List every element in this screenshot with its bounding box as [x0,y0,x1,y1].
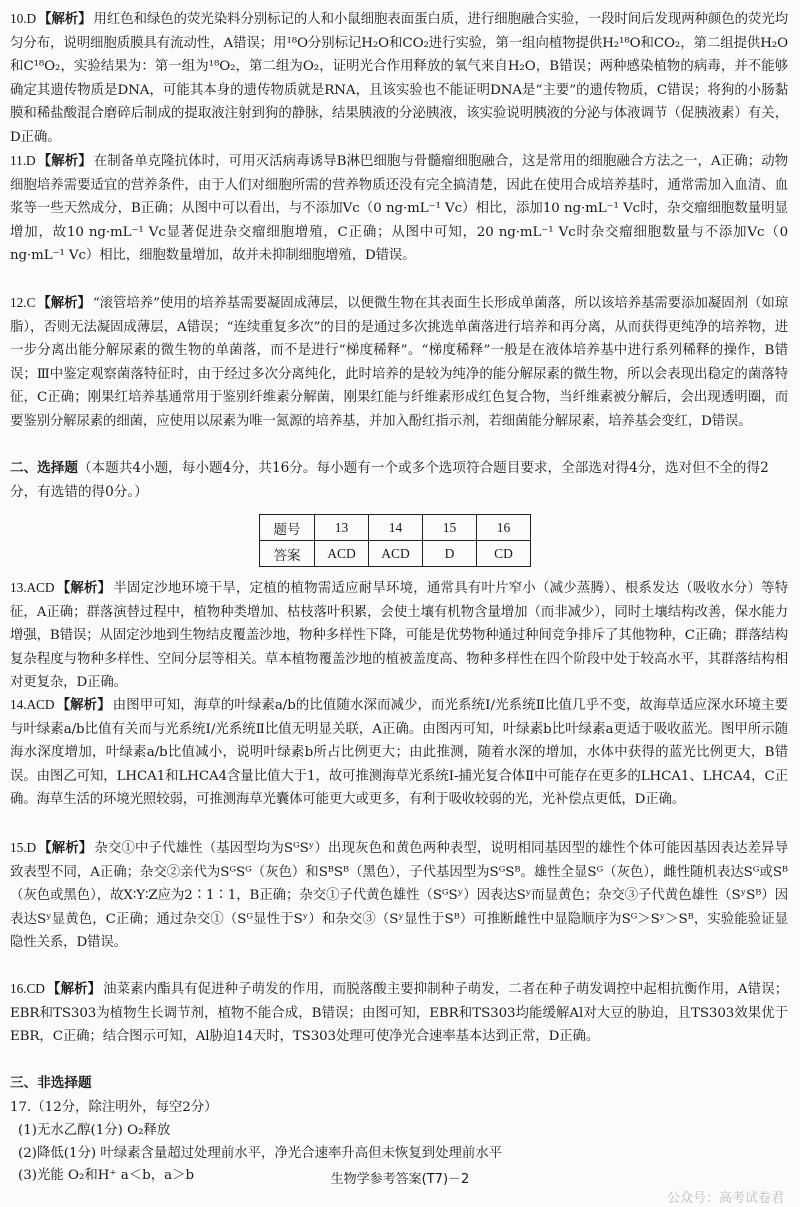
table-row [260,515,531,541]
item-number: 10.D [10,11,37,26]
q17-answer-3: (3)光能 O₂和H⁺ a＜b，a＞b [18,1168,195,1183]
analysis-tag: 【解析】 [38,841,93,856]
item-text: 在制备单克隆抗体时，可用灭活病毒诱导B淋巴细胞与骨髓瘤细胞融合，这是常用的细胞融合方法之一，A正确；动物细胞培养需要适宜的营养条件，由于人们对细胞所需的营养物质还没有完全搞清楚，因此在使用合成培养基时，通常需加入血清、血浆等一些天然成分，B正确；从图中可以看出，与不添加Vc（0 ng·mL⁻¹ Vc）相比，添加10 ng·mL⁻¹ Vc时，杂交瘤细胞数量明显增加，故10 ng·mL⁻¹ Vc显著促进杂交瘤细胞增殖，C正确；从图中可知，20 ng·mL⁻¹ Vc时杂交瘤细胞数量与不添加Vc（0 ng·mL⁻¹ Vc）相比，细胞数量增加，故并未抑制细胞增殖，D错误。 [10,154,788,264]
item-number: 14.ACD [10,697,55,712]
item-text: 半固定沙地环境干旱，定植的植物需适应耐旱环境，通常具有叶片窄小（减少蒸腾）、根系发达（吸收水分）等特征，A正确；群落演替过程中，植物种类增加、枯枝落叶积累，会使土壤有机物含量增加（而非减少），同时土壤结构改善，保水能力增强，B错误；从固定沙地到生物结皮覆盖沙地，物种多样性下降，可能是优势物种通过种间竞争排斥了其他物种，C正确；群落结构复杂程度与物种多样性、空间分层等相关。草本植物覆盖沙地的植被盖度高、物种多样性在四个阶段中处于较高水平，其群落结构相对更复杂，D正确。 [10,581,788,691]
table-cell: 15 [423,515,477,541]
page-footer: 生物学参考答案(T7)－2 [330,1172,470,1187]
q17-header: 17.（12分，除注明外，每空2分） [10,1100,218,1115]
item-number: 13.ACD [10,580,55,595]
table-cell: 14 [369,515,423,541]
table-cell: ACD [315,541,369,567]
table-cell: 13 [315,515,369,541]
watermark-text: 公众号：高考试卷君 [666,1191,784,1206]
item-number: 16.CD [10,981,45,996]
item-text: 杂交①中子代雄性（基因型均为SᴳSʸ）出现灰色和黄色两种表型，说明相同基因型的雄性个体可能因基因表达差异导致表型不同，A正确；杂交②亲代为SᴳSᴳ（灰色）和SᴮSᴮ（黑色），子代基因型为SᴳSᴮ。雄性全显Sᴳ（灰色），雌性随机表达Sᴳ或Sᴮ（灰色或黑色），故X∶Y∶Z应为2∶1∶1，B正确；杂交①子代黄色雄性（SᴳSʸ）因表达Sʸ而显黄色；杂交③子代黄色雄性（SʸSᴮ）因表达Sʸ显黄色，C正确；通过杂交①（Sᴳ显性于Sʸ）和杂交③（Sʸ显性于Sᴮ）可推断雌性中显隐顺序为Sᴳ＞Sʸ＞Sᴮ，实验能验证显隐性关系，D错误。 [10,841,788,951]
analysis-tag: 【解析】 [56,581,112,596]
answer-item-14 [10,693,788,812]
item-text: 由图甲可知，海草的叶绿素a/b的比值随水深而减少，而光系统Ⅰ/光系统Ⅱ比值几乎不变，故海草适应深水环境主要与叶绿素a/b比值有关而与光系统Ⅰ/光系统Ⅱ比值无明显关联，A正确。由图丙可知，叶绿素b比叶绿素a更适于吸收蓝光。图甲所示随海水深度增加，叶绿素a/b比值减小，说明叶绿素b所占比例更大；由此推测，随着水深的增加，水体中获得的蓝光比例更大，B错误。由图乙可知，LHCA1和LHCA4含量比值大于1，故可推测海草光系统Ⅰ-捕光复合体Ⅱ中可能存在更多的LHCA1、LHCA4，C正确。海草生活的环境光照较弱，可推测海草光囊体可能更大或更多，有利于吸收较弱的光，光补偿点更低，D正确。 [10,698,788,808]
analysis-tag: 【解析】 [37,154,92,169]
answer-item-11 [10,149,788,268]
analysis-tag: 【解析】 [46,982,102,997]
section-three-heading [10,1072,788,1096]
item-number: 11.D [10,153,36,168]
q17-answer-2: (2)降低(1分) 叶绿素含量超过处理前水平，净光合速率升高但未恢复到处理前水平 [18,1146,503,1161]
answer-item-15 [10,836,788,955]
table-cell: CD [477,541,531,567]
item-number: 15.D [10,840,37,855]
answer-item-12 [10,291,788,434]
answer-item-16 [10,977,788,1049]
item-text: 用红色和绿色的荧光染料分别标记的人和小鼠细胞表面蛋白质，进行细胞融合实验，一段时间后发现两种颜色的荧光均匀分布，说明细胞质膜具有流动性，A错误；用¹⁸O分别标记H₂O和CO₂进行实验，第一组向植物提供H₂¹⁸O和CO₂，第二组提供H₂O和C¹⁸O₂，实验结果为：第一组为¹⁸O₂，第二组为O₂，证明光合作用释放的氧气来自H₂O，B错误；两种感染植物的病毒，并不能够确定其遗传物质是DNA，可能其本身的遗传物质就是RNA，且该实验也不能证明DNA是“主要”的遗传物质，C错误；将狗的小肠黏膜和稀盐酸混合磨碎后制成的提取液注射到狗的静脉，结果胰液的分泌胰液，该实验说明胰液的分泌与体液调节（促胰液素）有关，D正确。 [10,12,788,145]
section-title: 三、非选择题 [10,1075,92,1091]
table-row [260,541,531,567]
answer-table [259,514,531,567]
section-two-heading [10,457,788,504]
analysis-tag: 【解析】 [38,12,92,27]
table-cell: ACD [369,541,423,567]
item-text: 油菜素内酯具有促进种子萌发的作用，而脱落酸主要抑制种子萌发，二者在种子萌发调控中起相抗衡作用，A错误；EBR和TS303为植物生长调节剂，植物不能合成，B错误；由图可知，EBR和TS303均能缓解Al对大豆的胁迫，且TS303效果优于EBR，C正确；结合图示可知，Al胁迫14天时，TS303处理可使净光合速率基本达到正常，D正确。 [10,982,788,1045]
q17-answer-1: (1)无水乙醇(1分) O₂释放 [18,1123,171,1138]
answer-item-13 [10,576,788,695]
section-title: 二、选择题 [10,460,78,476]
analysis-tag: 【解析】 [37,296,91,311]
answer-item-10 [10,7,788,150]
item-number: 12.C [10,295,36,310]
section-note: （本题共4小题，每小题4分，共16分。每小题有一个或多个选项符合题目要求，全部选对得4分，选对但不全的得2分，有选错的得0分。） [10,460,769,500]
table-header-cell: 答案 [260,541,315,567]
table-cell: D [423,541,477,567]
analysis-tag: 【解析】 [56,698,111,713]
table-cell: 16 [477,515,531,541]
table-header-cell: 题号 [260,515,315,541]
item-text: “滚管培养”使用的培养基需要凝固成薄层，以便微生物在其表面生长形成单菌落，所以该培养基需要添加凝固剂（如琼脂），否则无法凝固成薄层，A错误；“连续重复多次”的目的是通过多次挑选单菌落进行培养和再分离，从而获得更纯净的培养物，进一步分离出能分解尿素的微生物的单菌落，而不是进行“梯度稀释”。“梯度稀释”一般是在液体培养基中进行系列稀释的操作，B错误；Ⅲ中鉴定观察菌落特征时，由于经过多次分离纯化，此时培养的是较为纯净的能分解尿素的微生物，所以会表现出稳定的菌落特征，C正确；刚果红培养基通常用于鉴别纤维素分解菌，刚果红能与纤维素形成红色复合物，当纤维素被分解后，会出现透明圈，而要鉴别分解尿素的细菌，应使用以尿素为唯一氮源的培养基，并加入酚红指示剂，若细菌能分解尿素，培养基会变红，D错误。 [10,296,789,429]
